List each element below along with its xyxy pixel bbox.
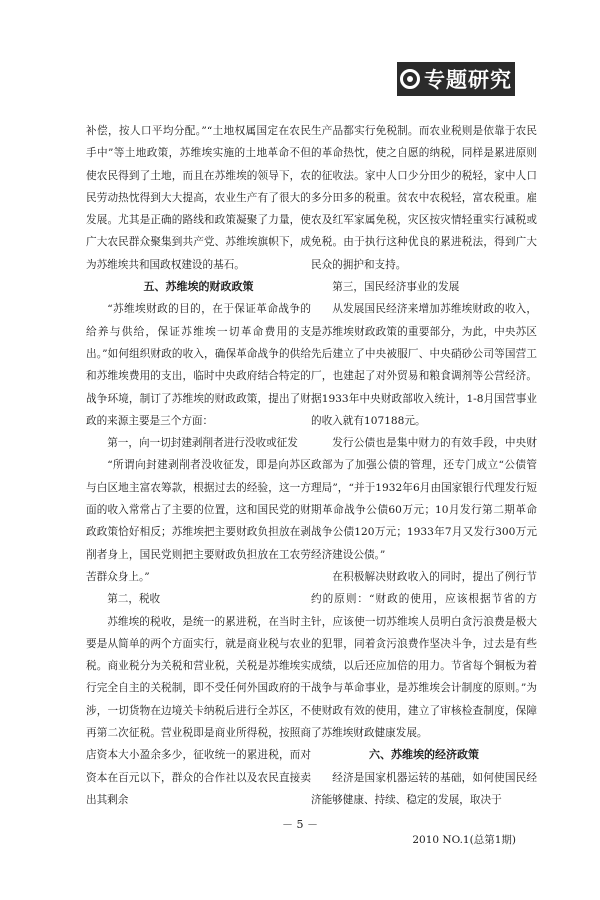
paragraph: 生产品都实行免税制。而农业税则是依靠于农民的革命热忱，使之自愿的纳税，同样是累进原则的征收法。家中人口少分田少的税轻，家中人口多分田多的税重。贫农中农税轻，富农税重。雇农及红军家属免税，灾区按灾情轻重实行减税或免税。由于执行这种优良的累进税法，得到广大民众的拥护和支持。 (311, 125, 537, 271)
subsection-heading: 第一，向一切封建剥削者进行没收或征发 (107, 437, 298, 450)
paragraph: 发行公债也是集中财力的有效手段，中央财政部为了加强公债的管理，还专门成立“公债管理局”，“并于1932年6月由国家银行代理发行短期革命战争公债60万元；10月发行第二期革命战争公债120万元；1933年7月又发行300万元经济建设公债。” (311, 437, 537, 561)
section-header-badge (397, 62, 515, 96)
section-header-title: 专题研究 (424, 68, 512, 92)
section-heading: 六、苏维埃的经济政策 (369, 748, 479, 762)
right-column (311, 120, 537, 811)
subsection-heading: 第三，国民经济事业的发展 (332, 281, 460, 294)
bullet-circle-icon (400, 69, 420, 89)
page-number: － 5 － (282, 818, 318, 831)
subsection-heading: 第二，税收 (107, 593, 161, 606)
paragraph: 在积极解决财政收入的同时，提出了例行节约的原则：“财政的使用，应该根据节省的方针，应该使一切苏维埃人员明白贪污浪费是极大的犯罪，同着贪污浪费作坚决斗争，过去是有些成绩，以后还应加倍的用力。节省每个铜板为着战争与革命事业，是苏维埃会计制度的原则。”为使财政有效的使用，建立了审核检查制度，保障了苏维埃财政健康发展。 (311, 570, 537, 740)
paragraph: 经济是国家机器运转的基础，如何使国民经济能够健康、持续、稳定的发展，取决于 (311, 771, 537, 806)
issue-label: 2010 NO.1(总第1期) (412, 834, 516, 846)
paragraph: “所谓向封建剥削者没收征发，即是向苏区与白区地主富农筹款，根据过去的经验，这一方面的收入常常占了主要的位置，这和国民党的财政政策恰好相反；苏维埃把主要财政负担放在剥削者身上，国民党则把主要财政负担放在工农劳苦群众身上。” (86, 459, 311, 583)
paragraph: 补偿，按人口平均分配。”“土地权属国定在农民手中”等土地政策，苏维埃实施的土地革命不但使农民得到了土地，而且在苏维埃的领导下，农民劳动热忱得到大大提高，农业生产有了很大的发展。尤其是正确的路线和政策凝聚了力量，使广大农民群众聚集到共产党、苏维埃旗帜下，成为苏维埃共和国政权建设的基石。 (86, 125, 311, 271)
paragraph: “苏维埃财政的目的，在于保证革命战争的给养与供给，保证苏维埃一切革命费用的支出。”如何组织财政的收入，确保革命战争的供给和苏维埃费用的支出，临时中央政府结合特定的战争环境，制订了苏维埃的财政政策，提出了财政的来源主要是三个方面： (86, 303, 311, 427)
left-column (86, 120, 311, 811)
section-heading: 五、苏维埃的财政政策 (143, 280, 254, 294)
paragraph: 苏维埃的税收，是统一的累进税，在当时主要是从简单的两个方面实行，就是商业税与农业税。商业税分为关税和营业税，关税是苏维埃实行完全自主的关税制，即不受任何外国政府的干涉，一切货物在边境关卡纳税后进行全苏区，不再第二次征税。营业税即是商业所得税，按照商店资本大小盈余多少，征收统一的累进税，而对资本在百元以下，群众的合作社以及农民直接卖出其剩余 (86, 615, 311, 806)
paragraph: 从发展国民经济来增加苏维埃财政的收入，是苏维埃财政政策的重要部分，为此，中央苏区先后建立了中央被服厂、中央硝砂公司等国营工厂，也建起了对外贸易和粮食调剂等公营经济。据1933年中央财政部收入统计，1-8月国营事业的收入就有107188元。 (311, 303, 537, 427)
